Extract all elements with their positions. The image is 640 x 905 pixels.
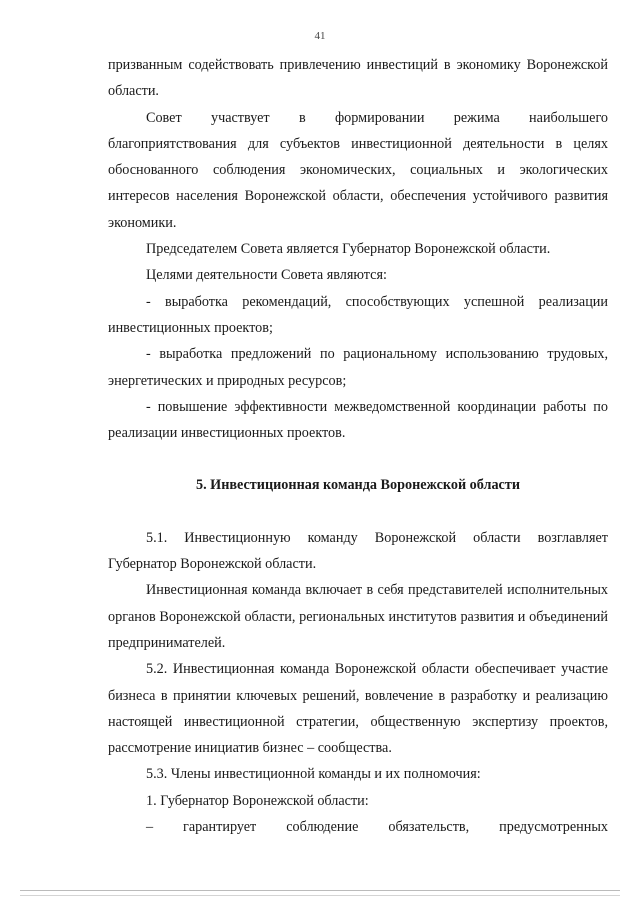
paragraph: 5.2. Инвестиционная команда Воронежской области обеспечивает участие бизнеса в принятии ключевых решений, вовлечение в разработку и реализацию настоящей инвестиционной стратегии, общественную экспертизу проектов, рассмотрение инициатив бизнес – сообщества.	[108, 661, 608, 757]
list-item: - выработка рекомендаций, способствующих успешной реализации инвестиционных проектов;	[108, 293, 608, 336]
page-number: 41	[314, 30, 326, 42]
section-heading: 5. Инвестиционная команда Воронежской области	[195, 477, 520, 494]
document-body	[108, 52, 608, 840]
paragraph: Инвестиционная команда включает в себя представителей исполнительных органов Воронежской области, региональных институтов развития и объединений предпринимателей.	[108, 582, 608, 651]
paragraph: 5.1. Инвестиционную команду Воронежской области возглавляет Губернатор Воронежской области.	[108, 529, 608, 573]
paragraph: Председателем Совета является Губернатор Воронежской области.	[146, 241, 551, 258]
list-item: - выработка предложений по рациональному использованию трудовых, энергетических и природных ресурсов;	[108, 346, 608, 389]
list-item: - повышение эффективности межведомственной координации работы по реализации инвестиционных проектов.	[108, 398, 608, 442]
scan-edge-line	[20, 895, 620, 896]
paragraph: Целями деятельности Совета являются:	[146, 267, 387, 284]
paragraph: 5.3. Члены инвестиционной команды и их полномочия:	[146, 766, 481, 783]
list-item: – гарантирует соблюдение обязательств, предусмотренных	[146, 819, 608, 836]
scan-edge-line	[20, 890, 620, 891]
paragraph: 1. Губернатор Воронежской области:	[146, 792, 369, 809]
paragraph: призванным содействовать привлечению инвестиций в экономику Воронежской области.	[108, 57, 608, 100]
paragraph: Совет участвует в формировании режима наибольшего благоприятствования для субъектов инвестиционной деятельности в целях обоснованного соблюдения экономических, социальных и экологических интересов населения Воронежской области, обеспечения устойчивого развития экономики.	[108, 109, 608, 231]
